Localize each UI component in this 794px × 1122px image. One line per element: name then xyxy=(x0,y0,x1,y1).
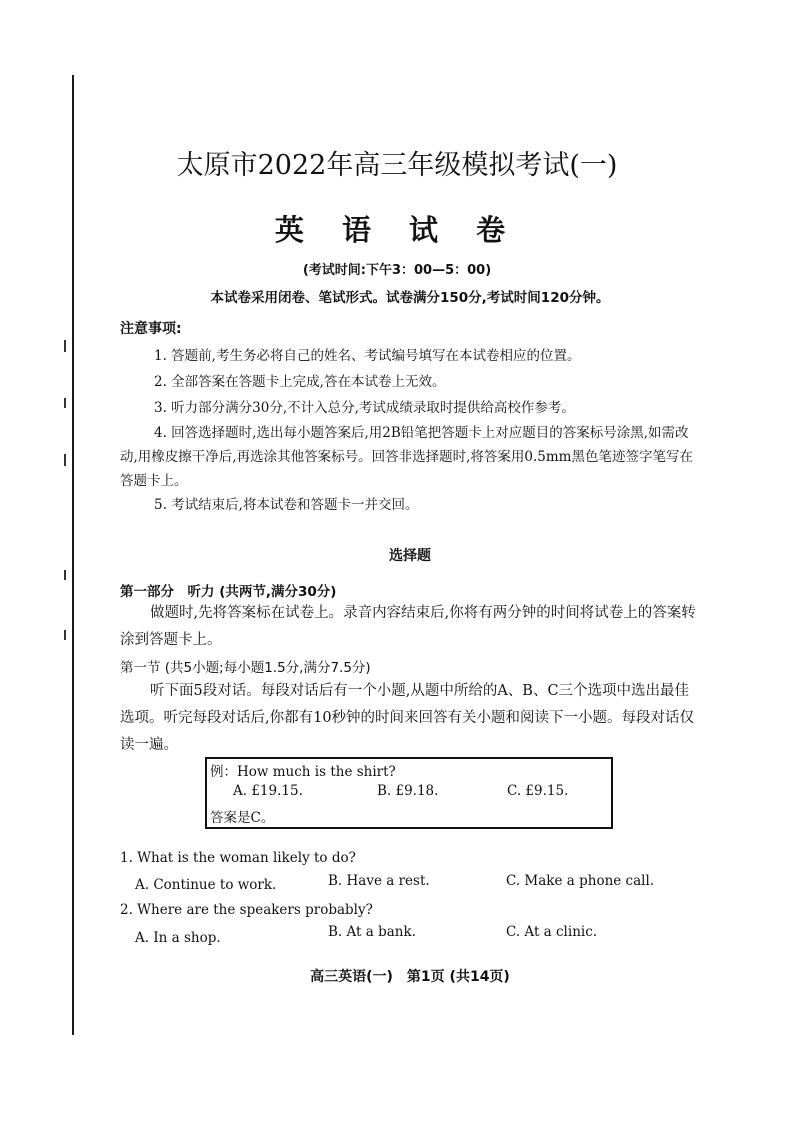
example-box xyxy=(205,757,613,829)
example-option-b: B. £9.18. xyxy=(377,783,439,799)
question-2-option-b: B. At a bank. xyxy=(328,924,416,940)
scan-mark xyxy=(64,398,66,408)
note-item: 2. 全部答案在答题卡上完成,答在本试卷上无效。 xyxy=(154,374,446,390)
scan-mark xyxy=(64,340,66,352)
scan-mark xyxy=(64,570,66,580)
section-one-heading: 第一节 (共5小题;每小题1.5分,满分7.5分) xyxy=(120,660,371,676)
question-2: 2. Where are the speakers probably? xyxy=(120,902,373,918)
example-option-a: A. £19.15. xyxy=(233,783,303,799)
question-1-option-a: A. Continue to work. xyxy=(135,877,277,893)
question-1-option-b: B. Have a rest. xyxy=(328,873,430,889)
exam-info: 本试卷采用闭卷、笔试形式。试卷满分150分,考试时间120分钟。 xyxy=(210,290,610,306)
section-title: 选择题 xyxy=(389,548,431,564)
question-2-option-c: C. At a clinic. xyxy=(506,924,598,940)
scan-mark xyxy=(64,630,66,640)
question-1: 1. What is the woman likely to do? xyxy=(120,850,356,866)
note-item: 3. 听力部分满分30分,不计入总分,考试成绩录取时提供给高校作参考。 xyxy=(154,400,575,416)
page-footer: 高三英语(一) 第1页 (共14页) xyxy=(310,969,510,985)
note-item: 1. 答题前,考生务必将自己的姓名、考试编号填写在本试卷相应的位置。 xyxy=(154,348,581,364)
note-item: 4. 回答选择题时,选出每小题答案后,用2B铅笔把答题卡上对应题目的答案标号涂黑,如需改动,用橡皮擦干净后,再选涂其他答案标号。回答非选择题时,将答案用0.5mm黑色笔迹签字笔写在答题卡上。 xyxy=(120,425,693,489)
scan-mark xyxy=(64,454,66,466)
exam-time: (考试时间:下午3：00—5：00) xyxy=(302,263,492,278)
exam-title: 英 语 试 卷 xyxy=(274,213,520,247)
question-2-option-a: A. In a shop. xyxy=(135,930,221,946)
part-one-heading: 第一部分 听力 (共两节,满分30分) xyxy=(120,584,337,600)
example-question: 例：How much is the shirt? xyxy=(210,764,396,780)
example-answer: 答案是C。 xyxy=(210,810,275,826)
notes-heading: 注意事项: xyxy=(120,321,182,337)
question-1-option-c: C. Make a phone call. xyxy=(506,873,655,889)
note-item: 5. 考试结束后,将本试卷和答题卡一并交回。 xyxy=(154,497,419,513)
exam-subtitle: 太原市2022年高三年级模拟考试(一) xyxy=(176,150,618,181)
part-one-instructions: 做题时,先将答案标在试卷上。录音内容结束后,你将有两分钟的时间将试卷上的答案转涂到答题卡上。 xyxy=(120,605,696,648)
section-one-instructions: 听下面5段对话。每段对话后有一个小题,从题中所给的A、B、C三个选项中选出最佳选项。听完每段对话后,你都有10秒钟的时间来回答有关小题和阅读下一小题。每段对话仅读一遍。 xyxy=(120,683,695,753)
example-option-c: C. £9.15. xyxy=(507,783,569,799)
